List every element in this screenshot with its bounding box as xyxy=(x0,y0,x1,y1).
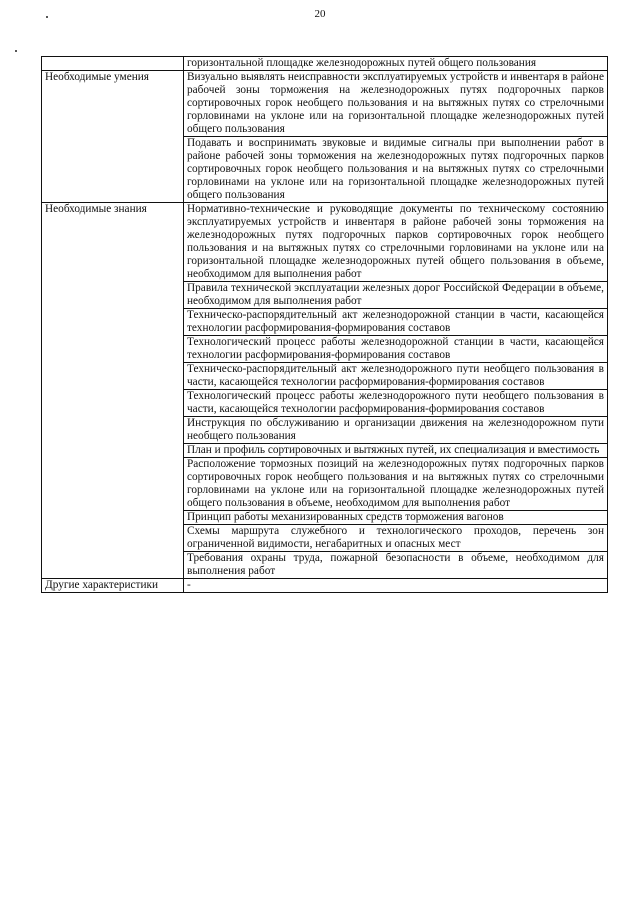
table-cell: План и профиль сортировочных и вытяжных путей, их специализация и вместимость xyxy=(184,444,608,458)
table-cell: - xyxy=(184,579,608,593)
table-cell: Принцип работы механизированных средств торможения вагонов xyxy=(184,511,608,525)
requirements-table xyxy=(41,56,608,593)
table-cell: Подавать и воспринимать звуковые и видимые сигналы при выполнении работ в районе рабочей зоны торможения на железнодорожных путях подгорочных парков сортировочных горок необщего пользования и на вытяжных путях со стрелочными горловинами на уклоне или на горизонтальной площадке железнодорожных путей общего пользования xyxy=(184,137,608,203)
table-row xyxy=(42,57,608,71)
table-row xyxy=(42,203,608,282)
table-cell: Правила технической эксплуатации железных дорог Российской Федерации в объеме, необходимом для выполнения работ xyxy=(184,282,608,309)
row-label xyxy=(42,57,184,71)
table-row xyxy=(42,71,608,137)
table-cell: горизонтальной площадке железнодорожных путей общего пользования xyxy=(184,57,608,71)
table-cell: Требования охраны труда, пожарной безопасности в объеме, необходимом для выполнения работ xyxy=(184,552,608,579)
table-cell: Техническо-распорядительный акт железнодорожной станции в части, касающейся технологии расформирования-формирования составов xyxy=(184,309,608,336)
table-row xyxy=(42,579,608,593)
page-number: 20 xyxy=(314,8,326,20)
scan-speck xyxy=(15,50,17,52)
table-cell: Расположение тормозных позиций на железнодорожных путях подгорочных парков сортировочных горок необщего пользования и на вытяжных путях со стрелочными горловинами на уклоне или на горизонтальной площадке железнодорожных путей общего пользования в объеме, необходимом для выполнения работ xyxy=(184,458,608,511)
table-cell: Инструкция по обслуживанию и организации движения на железнодорожном пути необщего пользования xyxy=(184,417,608,444)
row-label: Необходимые знания xyxy=(42,203,184,579)
scan-speck xyxy=(46,16,48,18)
row-label: Другие характеристики xyxy=(42,579,184,593)
row-label: Необходимые умения xyxy=(42,71,184,203)
table-cell: Нормативно-технические и руководящие документы по техническому состоянию эксплуатируемых устройств и инвентаря в районе рабочей зоны торможения на железнодорожных путях подгорочных парков сортировочных горок необщего пользования и на вытяжных путях со стрелочными горловинами на уклоне или на горизонтальной площадке железнодорожных путей общего пользования в объеме, необходимом для выполнения работ xyxy=(184,203,608,282)
table-cell: Визуально выявлять неисправности эксплуатируемых устройств и инвентаря в районе рабочей зоны торможения на железнодорожных путях подгорочных парков сортировочных горок необщего пользования и на вытяжных путях со стрелочными горловинами на уклоне или на горизонтальной площадке железнодорожных путей общего пользования xyxy=(184,71,608,137)
table-cell: Техническо-распорядительный акт железнодорожного пути необщего пользования в части, касающейся технологии расформирования-формирования составов xyxy=(184,363,608,390)
table-cell: Технологический процесс работы железнодорожного пути необщего пользования в части, касающейся технологии расформирования-формирования составов xyxy=(184,390,608,417)
table-cell: Схемы маршрута служебного и технологического проходов, перечень зон ограниченной видимости, негабаритных и опасных мест xyxy=(184,525,608,552)
table-cell: Технологический процесс работы железнодорожной станции в части, касающейся технологии расформирования-формирования составов xyxy=(184,336,608,363)
